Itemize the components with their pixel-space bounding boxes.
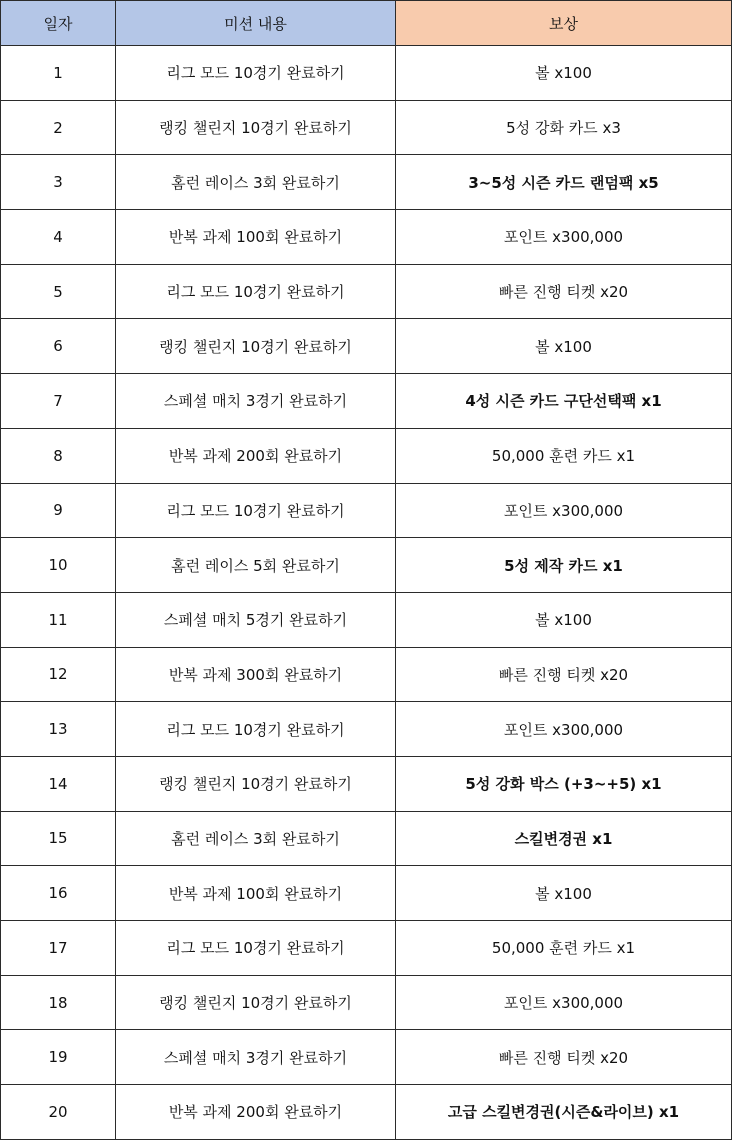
- table-row: [1, 921, 732, 976]
- table-row: [1, 483, 732, 538]
- cell-day: 14: [1, 756, 116, 811]
- cell-reward: 포인트 x300,000: [396, 210, 732, 265]
- cell-mission: 반복 과제 100회 완료하기: [116, 210, 396, 265]
- cell-day: 6: [1, 319, 116, 374]
- cell-reward: 포인트 x300,000: [396, 483, 732, 538]
- table-header: [1, 1, 732, 46]
- cell-day: 17: [1, 921, 116, 976]
- cell-day: 9: [1, 483, 116, 538]
- cell-mission: 리그 모드 10경기 완료하기: [116, 702, 396, 757]
- cell-mission: 스페셜 매치 3경기 완료하기: [116, 374, 396, 429]
- table-row: [1, 319, 732, 374]
- cell-day: 8: [1, 428, 116, 483]
- cell-day: 1: [1, 46, 116, 101]
- table-row: [1, 46, 732, 101]
- cell-reward: 5성 제작 카드 x1: [396, 538, 732, 593]
- cell-day: 11: [1, 592, 116, 647]
- cell-mission: 랭킹 챌린지 10경기 완료하기: [116, 756, 396, 811]
- cell-mission: 반복 과제 300회 완료하기: [116, 647, 396, 702]
- cell-reward: 50,000 훈련 카드 x1: [396, 921, 732, 976]
- table-row: [1, 811, 732, 866]
- header-reward: 보상: [396, 1, 732, 46]
- table-row: [1, 155, 732, 210]
- table-row: [1, 647, 732, 702]
- cell-day: 10: [1, 538, 116, 593]
- table-row: [1, 1030, 732, 1085]
- cell-reward: 3~5성 시즌 카드 랜덤팩 x5: [396, 155, 732, 210]
- table-row: [1, 866, 732, 921]
- table-row: [1, 210, 732, 265]
- table-row: [1, 975, 732, 1030]
- table-row: [1, 1085, 732, 1140]
- header-row: [1, 1, 732, 46]
- cell-day: 2: [1, 100, 116, 155]
- cell-reward: 50,000 훈련 카드 x1: [396, 428, 732, 483]
- cell-reward: 스킬변경권 x1: [396, 811, 732, 866]
- cell-day: 19: [1, 1030, 116, 1085]
- cell-mission: 반복 과제 200회 완료하기: [116, 428, 396, 483]
- cell-reward: 볼 x100: [396, 592, 732, 647]
- cell-mission: 홈런 레이스 3회 완료하기: [116, 155, 396, 210]
- cell-mission: 반복 과제 100회 완료하기: [116, 866, 396, 921]
- cell-day: 4: [1, 210, 116, 265]
- cell-day: 12: [1, 647, 116, 702]
- cell-mission: 리그 모드 10경기 완료하기: [116, 46, 396, 101]
- cell-mission: 랭킹 챌린지 10경기 완료하기: [116, 100, 396, 155]
- cell-day: 15: [1, 811, 116, 866]
- cell-reward: 5성 강화 카드 x3: [396, 100, 732, 155]
- cell-day: 3: [1, 155, 116, 210]
- cell-mission: 홈런 레이스 5회 완료하기: [116, 538, 396, 593]
- cell-mission: 스페셜 매치 3경기 완료하기: [116, 1030, 396, 1085]
- cell-reward: 고급 스킬변경권(시즌&라이브) x1: [396, 1085, 732, 1140]
- cell-reward: 포인트 x300,000: [396, 975, 732, 1030]
- cell-day: 7: [1, 374, 116, 429]
- table-body: [1, 46, 732, 1140]
- table-row: [1, 538, 732, 593]
- cell-mission: 리그 모드 10경기 완료하기: [116, 264, 396, 319]
- cell-reward: 볼 x100: [396, 866, 732, 921]
- table-row: [1, 756, 732, 811]
- cell-reward: 빠른 진행 티켓 x20: [396, 264, 732, 319]
- cell-day: 5: [1, 264, 116, 319]
- cell-reward: 빠른 진행 티켓 x20: [396, 1030, 732, 1085]
- table-row: [1, 592, 732, 647]
- cell-day: 13: [1, 702, 116, 757]
- cell-mission: 랭킹 챌린지 10경기 완료하기: [116, 319, 396, 374]
- cell-reward: 4성 시즌 카드 구단선택팩 x1: [396, 374, 732, 429]
- cell-reward: 포인트 x300,000: [396, 702, 732, 757]
- table-row: [1, 100, 732, 155]
- cell-reward: 빠른 진행 티켓 x20: [396, 647, 732, 702]
- cell-mission: 랭킹 챌린지 10경기 완료하기: [116, 975, 396, 1030]
- header-day: 일자: [1, 1, 116, 46]
- cell-mission: 리그 모드 10경기 완료하기: [116, 483, 396, 538]
- cell-mission: 스페셜 매치 5경기 완료하기: [116, 592, 396, 647]
- cell-mission: 홈런 레이스 3회 완료하기: [116, 811, 396, 866]
- cell-mission: 리그 모드 10경기 완료하기: [116, 921, 396, 976]
- cell-day: 18: [1, 975, 116, 1030]
- cell-day: 16: [1, 866, 116, 921]
- cell-mission: 반복 과제 200회 완료하기: [116, 1085, 396, 1140]
- cell-reward: 볼 x100: [396, 319, 732, 374]
- header-mission: 미션 내용: [116, 1, 396, 46]
- cell-day: 20: [1, 1085, 116, 1140]
- table-row: [1, 428, 732, 483]
- table-row: [1, 264, 732, 319]
- table-row: [1, 374, 732, 429]
- table-row: [1, 702, 732, 757]
- cell-reward: 볼 x100: [396, 46, 732, 101]
- cell-reward: 5성 강화 박스 (+3~+5) x1: [396, 756, 732, 811]
